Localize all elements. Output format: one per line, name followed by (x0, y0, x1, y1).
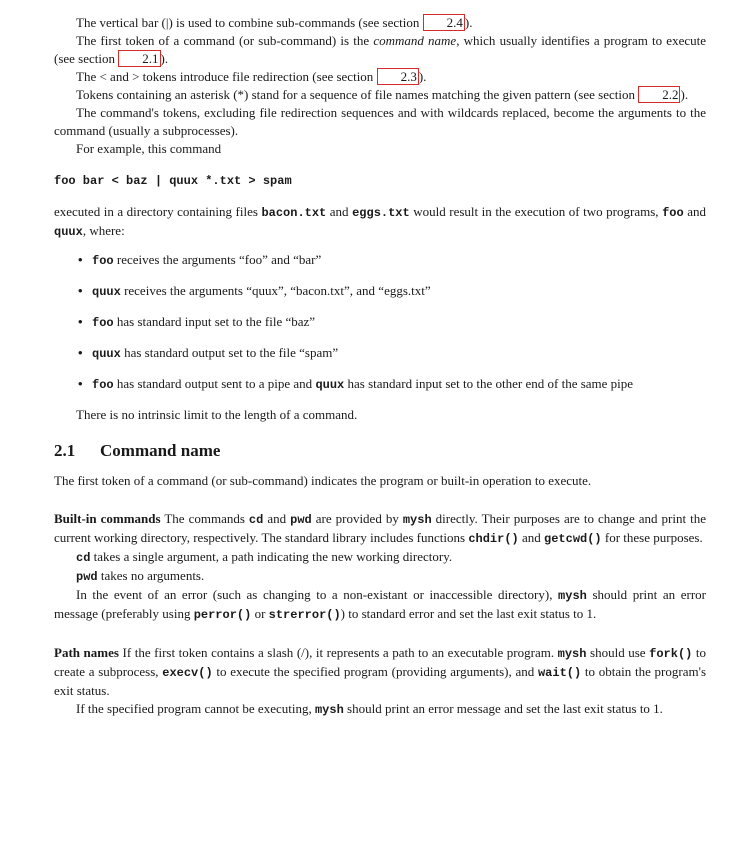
code-command: mysh (314, 703, 344, 717)
code-command: cd (76, 551, 91, 565)
list-item (54, 375, 706, 394)
text: to execute the specified program (providing arguments), and (212, 664, 538, 679)
code-function: getcwd() (544, 532, 602, 546)
text: and (683, 204, 706, 219)
run-in-heading: Built-in commands (54, 511, 161, 526)
paragraph-pipe (54, 14, 706, 32)
bullet-icon: • (78, 314, 83, 329)
text: and (326, 204, 353, 219)
text: ). (160, 51, 169, 66)
text: has standard output set to the file “spam” (120, 345, 339, 360)
code-filename: bacon.txt (261, 206, 327, 220)
text: , where: (82, 223, 125, 238)
paragraph-command-name (54, 32, 706, 68)
code-command: quux (92, 347, 121, 361)
section-title: Command name (100, 441, 221, 460)
bullet-icon: • (78, 283, 83, 298)
text: and (263, 511, 291, 526)
text: ). (418, 69, 427, 84)
list-item (54, 251, 706, 270)
run-in-heading: Path names (54, 645, 119, 660)
paragraph-path-names (54, 644, 706, 700)
text: has standard input set to the other end of the same pipe (344, 376, 634, 391)
bullet-icon: • (78, 252, 83, 267)
text: should print an error message and set the last exit status to 1. (343, 701, 663, 716)
list-item (54, 344, 706, 363)
example-command-code: foo bar < baz | quux *.txt > spam (54, 174, 292, 188)
paragraph-cd (54, 548, 706, 567)
code-command: quux (54, 225, 83, 239)
example-bullet-list (54, 251, 706, 394)
text: takes no arguments. (97, 568, 205, 583)
text: Tokens containing an asterisk (*) stand for a sequence of file names matching the given pattern (see section (76, 87, 639, 102)
paragraph-builtin-error (54, 586, 706, 624)
spacer (54, 490, 706, 510)
text: should print an error message (preferably using (54, 587, 706, 621)
text: , which usually identifies a program to execute (see section (54, 33, 706, 66)
text: ). (464, 15, 473, 30)
text: has standard input set to the file “baz” (113, 314, 316, 329)
code-command: quux (315, 378, 345, 392)
spacer (54, 624, 706, 644)
paragraph-example-intro: For example, this command (76, 141, 222, 156)
code-command: quux (92, 285, 121, 299)
text: The < and > tokens introduce file redirection (see section (76, 69, 377, 84)
text: and (518, 530, 545, 545)
text: directly. Their purposes are to change and print the current working directory, respectively. The standard library includes functions (54, 511, 706, 545)
code-command: mysh (557, 647, 587, 661)
code-command: foo (662, 206, 684, 220)
bullet-icon: • (78, 376, 83, 391)
paragraph-section-intro: The first token of a command (or sub-command) indicates the program or built-in operation to execute. (54, 473, 592, 488)
text: ) to standard error and set the last exit status to 1. (340, 606, 597, 621)
code-command: pwd (76, 570, 98, 584)
code-function: perror() (193, 608, 252, 622)
document-page (54, 14, 706, 719)
paragraph-builtin-commands (54, 510, 706, 548)
code-command: cd (248, 513, 264, 527)
code-function: wait() (537, 666, 582, 680)
code-command: mysh (402, 513, 432, 527)
section-ref-link[interactable]: 2.4 (423, 14, 465, 31)
paragraph-path-error (54, 700, 706, 719)
code-command: foo (92, 316, 114, 330)
text: would result in the execution of two programs, (409, 204, 663, 219)
code-function: chdir() (468, 532, 519, 546)
paragraph-example-result (54, 203, 706, 241)
text: or (251, 606, 269, 621)
text: executed in a directory containing files (54, 204, 262, 219)
text: ). (680, 87, 689, 102)
section-ref-link[interactable]: 2.3 (377, 68, 419, 85)
code-function: strerror() (268, 608, 341, 622)
section-ref-link[interactable]: 2.2 (638, 86, 680, 103)
code-command: pwd (290, 513, 312, 527)
text: should use (586, 645, 650, 660)
code-command: foo (92, 254, 114, 268)
list-item (54, 282, 706, 301)
code-command: mysh (558, 589, 587, 603)
text: If the first token contains a slash (/), it represents a path to an executable program. (118, 645, 558, 660)
text: to obtain the program's exit status. (54, 664, 706, 698)
text: takes a single argument, a path indicating the new working directory. (90, 549, 453, 564)
text: The first token of a command (or sub-command) is the (76, 33, 374, 48)
text: for these purposes. (601, 530, 703, 545)
paragraph-pwd (54, 567, 706, 586)
paragraph-no-limit: There is no intrinsic limit to the length of a command. (76, 407, 358, 422)
bullet-icon: • (78, 345, 83, 360)
section-number: 2.1 (54, 441, 76, 460)
text: In the event of an error (such as changing to a non-existant or inaccessible directory), (76, 587, 559, 602)
paragraph-redirection (54, 68, 706, 86)
text: are provided by (311, 511, 403, 526)
paragraph-wildcards (54, 86, 706, 104)
text: If the specified program cannot be executing, (76, 701, 315, 716)
code-function: fork() (649, 647, 693, 661)
emphasis-term: command name (373, 33, 457, 48)
text: The commands (160, 511, 249, 526)
section-heading (54, 440, 706, 462)
text: to create a subprocess, (54, 645, 707, 679)
code-function: execv() (162, 666, 213, 680)
paragraph-arguments: The command's tokens, excluding file redirection sequences and with wildcards replaced, become the arguments to the command (usually a subprocesses). (54, 105, 706, 138)
text: receives the arguments “foo” and “bar” (113, 252, 322, 267)
list-item (54, 313, 706, 332)
text: has standard output sent to a pipe and (113, 376, 316, 391)
code-filename: eggs.txt (352, 206, 410, 220)
text: The vertical bar (|) is used to combine sub-commands (see section (76, 15, 423, 30)
code-command: foo (92, 378, 114, 392)
text: receives the arguments “quux”, “bacon.txt”, and “eggs.txt” (120, 283, 431, 298)
section-ref-link[interactable]: 2.1 (118, 50, 160, 67)
